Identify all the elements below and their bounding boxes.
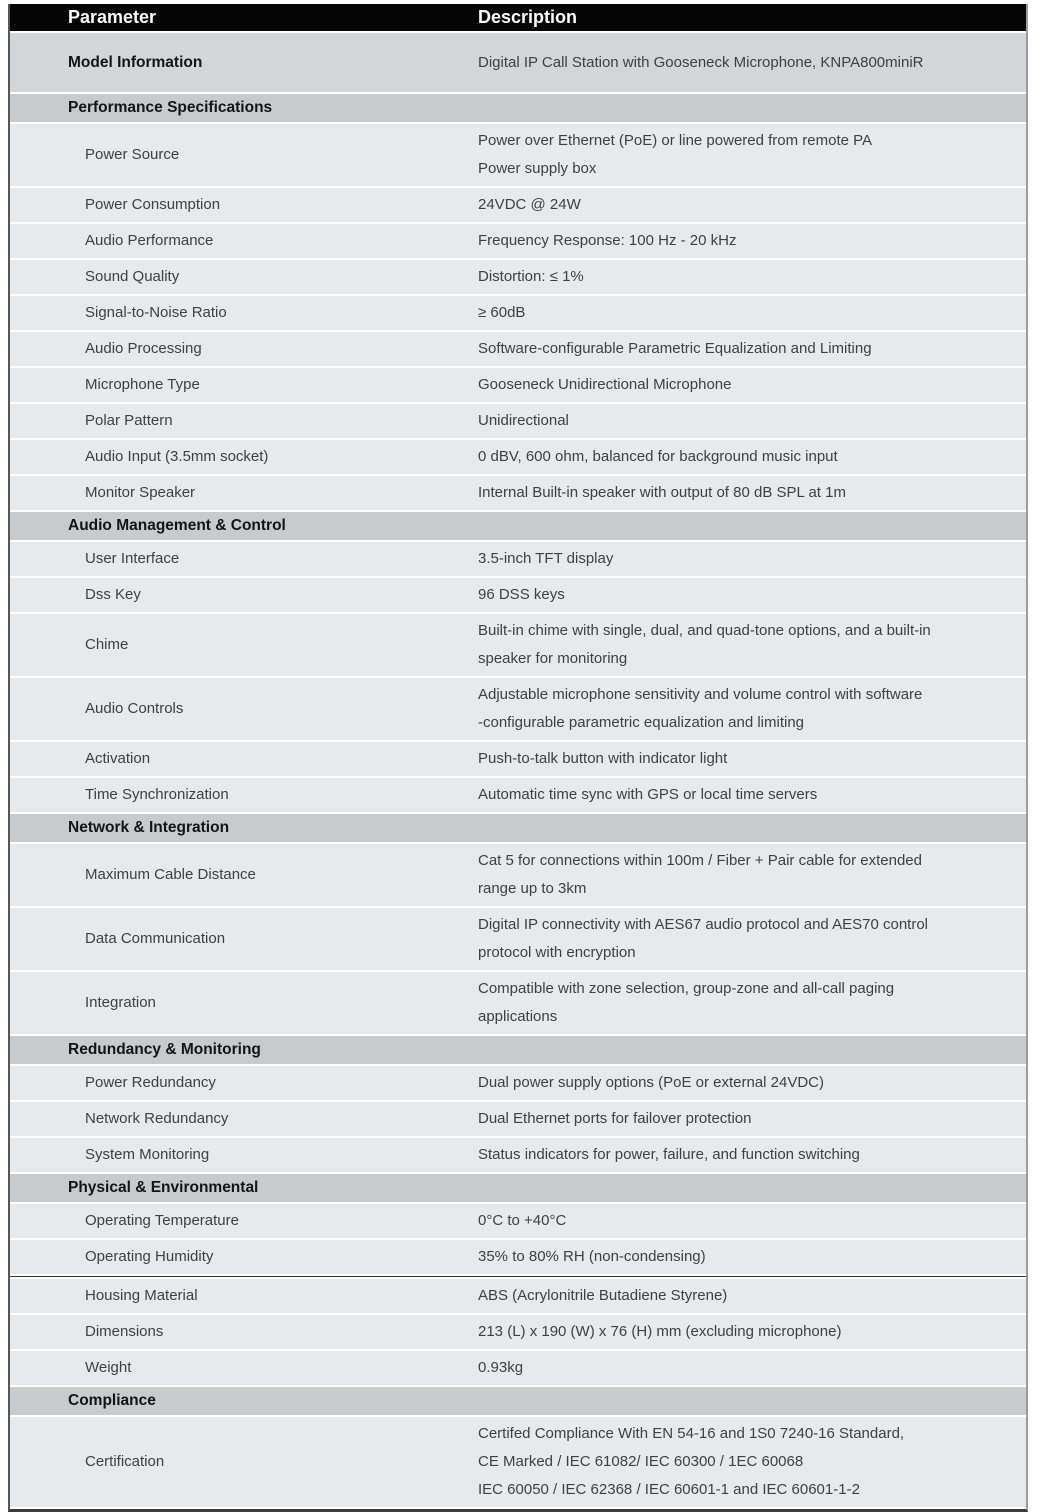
section-row [10, 1387, 1026, 1417]
description-cell [478, 847, 1026, 903]
table-row [10, 972, 1026, 1036]
table-row [10, 678, 1026, 742]
description-cell [478, 617, 1026, 673]
description-cell [478, 1105, 1026, 1133]
table-row [10, 1417, 1026, 1509]
description-cell [478, 263, 1026, 291]
parameter-cell: Microphone Type [85, 376, 200, 393]
table-row [10, 33, 1026, 94]
table-row [10, 124, 1026, 188]
parameter-cell: Polar Pattern [85, 412, 173, 429]
parameter-cell: Physical & Environmental [68, 1179, 259, 1196]
description-cell [478, 191, 1026, 219]
description-line: 24VDC @ 24W [478, 196, 581, 213]
parameter-cell: Model Information [68, 53, 203, 71]
description-line: Dual Ethernet ports for failover protection [478, 1110, 752, 1127]
description-line: 3.5-inch TFT display [478, 550, 614, 567]
header-parameter: Parameter [68, 7, 157, 27]
description-line: Status indicators for power, failure, and function switching [478, 1146, 860, 1163]
section-row [10, 1036, 1026, 1066]
description-line: Power supply box [478, 160, 597, 177]
description-line: protocol with encryption [478, 944, 636, 961]
description-line: Cat 5 for connections within 100m / Fiber + Pair cable for extended [478, 852, 922, 869]
description-cell [478, 1318, 1026, 1346]
parameter-cell: Dss Key [85, 586, 141, 603]
parameter-cell: Network Redundancy [85, 1110, 229, 1127]
description-line: 213 (L) x 190 (W) x 76 (H) mm (excluding microphone) [478, 1323, 842, 1340]
table-row [10, 1066, 1026, 1102]
description-line: ≥ 60dB [478, 304, 526, 321]
table-row [10, 614, 1026, 678]
table-row [10, 476, 1026, 512]
parameter-cell: Compliance [68, 1392, 156, 1409]
description-cell [478, 227, 1026, 255]
parameter-cell: Data Communication [85, 930, 226, 947]
parameter-cell: Dimensions [85, 1323, 164, 1340]
parameter-cell: Operating Humidity [85, 1248, 214, 1265]
description-line: 0 dBV, 600 ohm, balanced for background music input [478, 448, 838, 465]
description-cell [478, 1207, 1026, 1235]
description-cell [478, 581, 1026, 609]
parameter-cell: Power Source [85, 146, 180, 163]
parameter-cell: Monitor Speaker [85, 484, 196, 501]
description-cell [478, 745, 1026, 773]
description-line: Software-configurable Parametric Equalization and Limiting [478, 340, 872, 357]
table-row [10, 332, 1026, 368]
table-row [10, 1138, 1026, 1174]
section-row [10, 94, 1026, 124]
description-line: range up to 3km [478, 880, 587, 897]
description-line: Gooseneck Unidirectional Microphone [478, 376, 732, 393]
parameter-cell: Time Synchronization [85, 786, 229, 803]
description-line: Distortion: ≤ 1% [478, 268, 584, 285]
parameter-cell: Integration [85, 994, 156, 1011]
description-cell [478, 443, 1026, 471]
description-cell [478, 975, 1026, 1031]
table-row [10, 440, 1026, 476]
parameter-cell: User Interface [85, 550, 180, 567]
table-row [10, 1351, 1026, 1387]
parameter-cell: Audio Controls [85, 700, 184, 717]
table-row [10, 404, 1026, 440]
spec-table [8, 4, 1028, 1512]
parameter-cell: Weight [85, 1359, 132, 1376]
parameter-cell: Sound Quality [85, 268, 180, 285]
table-row [10, 578, 1026, 614]
description-cell [478, 911, 1026, 967]
table-row [10, 368, 1026, 404]
description-line: Dual power supply options (PoE or external 24VDC) [478, 1074, 825, 1091]
table-row [10, 742, 1026, 778]
description-line: Certifed Compliance With EN 54-16 and 1S0 7240-16 Standard, [478, 1425, 905, 1442]
description-cell [478, 407, 1026, 435]
table-row [10, 224, 1026, 260]
table-body [10, 33, 1026, 1509]
parameter-cell: Power Redundancy [85, 1074, 216, 1091]
description-line: IEC 60050 / IEC 62368 / IEC 60601-1 and IEC 60601-1-2 [478, 1481, 860, 1498]
parameter-cell: Activation [85, 750, 151, 767]
description-line: Automatic time sync with GPS or local time servers [478, 786, 818, 803]
parameter-cell: Audio Performance [85, 232, 214, 249]
table-row [10, 1279, 1026, 1315]
description-cell [478, 127, 1026, 183]
parameter-cell: Signal-to-Noise Ratio [85, 304, 227, 321]
section-row [10, 1174, 1026, 1204]
description-line: Digital IP connectivity with AES67 audio protocol and AES70 control [478, 916, 928, 933]
description-cell [478, 545, 1026, 573]
parameter-cell: Power Consumption [85, 196, 221, 213]
description-cell [478, 1282, 1026, 1310]
table-row [10, 1102, 1026, 1138]
section-row [10, 814, 1026, 844]
parameter-cell: Audio Management & Control [68, 517, 286, 534]
description-line: Unidirectional [478, 412, 569, 429]
description-cell [478, 1243, 1026, 1271]
description-cell [478, 1420, 1026, 1504]
description-line: CE Marked / IEC 61082/ IEC 60300 / 1EC 60068 [478, 1453, 804, 1470]
parameter-cell: Certification [85, 1453, 165, 1470]
description-cell [478, 1354, 1026, 1382]
description-line: Power over Ethernet (PoE) or line powered from remote PA [478, 132, 873, 149]
table-row [10, 542, 1026, 578]
description-line: applications [478, 1008, 558, 1025]
table-row [10, 1240, 1026, 1276]
table-row [10, 260, 1026, 296]
description-line: 96 DSS keys [478, 586, 565, 603]
description-line: ABS (Acrylonitrile Butadiene Styrene) [478, 1287, 728, 1304]
description-cell [478, 371, 1026, 399]
table-row [10, 1204, 1026, 1240]
parameter-cell: Maximum Cable Distance [85, 866, 256, 883]
description-cell [478, 479, 1026, 507]
description-line: Built-in chime with single, dual, and quad-tone options, and a built-in [478, 622, 931, 639]
description-line: Internal Built-in speaker with output of 80 dB SPL at 1m [478, 484, 846, 501]
parameter-cell: System Monitoring [85, 1146, 210, 1163]
description-cell [478, 299, 1026, 327]
table-row [10, 778, 1026, 814]
description-line: Adjustable microphone sensitivity and volume control with software [478, 686, 923, 703]
description-line: speaker for monitoring [478, 650, 628, 667]
table-header [10, 4, 1026, 33]
parameter-cell: Chime [85, 636, 129, 653]
description-line: 35% to 80% RH (non-condensing) [478, 1248, 706, 1265]
parameter-cell: Network & Integration [68, 819, 230, 836]
description-line: 0.93kg [478, 1359, 524, 1376]
description-line: Frequency Response: 100 Hz - 20 kHz [478, 232, 737, 249]
description-line: -configurable parametric equalization and limiting [478, 714, 805, 731]
description-cell [478, 781, 1026, 809]
parameter-cell: Audio Input (3.5mm socket) [85, 448, 269, 465]
table-row [10, 908, 1026, 972]
description-cell [478, 49, 1026, 77]
table-row [10, 188, 1026, 224]
parameter-cell: Operating Temperature [85, 1212, 239, 1229]
table-row [10, 844, 1026, 908]
description-line: 0°C to +40°C [478, 1212, 567, 1229]
description-cell [478, 1141, 1026, 1169]
table-row [10, 1315, 1026, 1351]
parameter-cell: Housing Material [85, 1287, 198, 1304]
parameter-cell: Performance Specifications [68, 99, 273, 116]
description-cell [478, 681, 1026, 737]
parameter-cell: Redundancy & Monitoring [68, 1041, 261, 1058]
description-cell [478, 335, 1026, 363]
description-line: Push-to-talk button with indicator light [478, 750, 728, 767]
table-row [10, 296, 1026, 332]
section-row [10, 512, 1026, 542]
description-line: Compatible with zone selection, group-zone and all-call paging [478, 980, 895, 997]
parameter-cell: Audio Processing [85, 340, 202, 357]
description-cell [478, 1069, 1026, 1097]
description-line: Digital IP Call Station with Gooseneck Microphone, KNPA800miniR [478, 53, 924, 71]
header-description: Description [478, 7, 578, 27]
